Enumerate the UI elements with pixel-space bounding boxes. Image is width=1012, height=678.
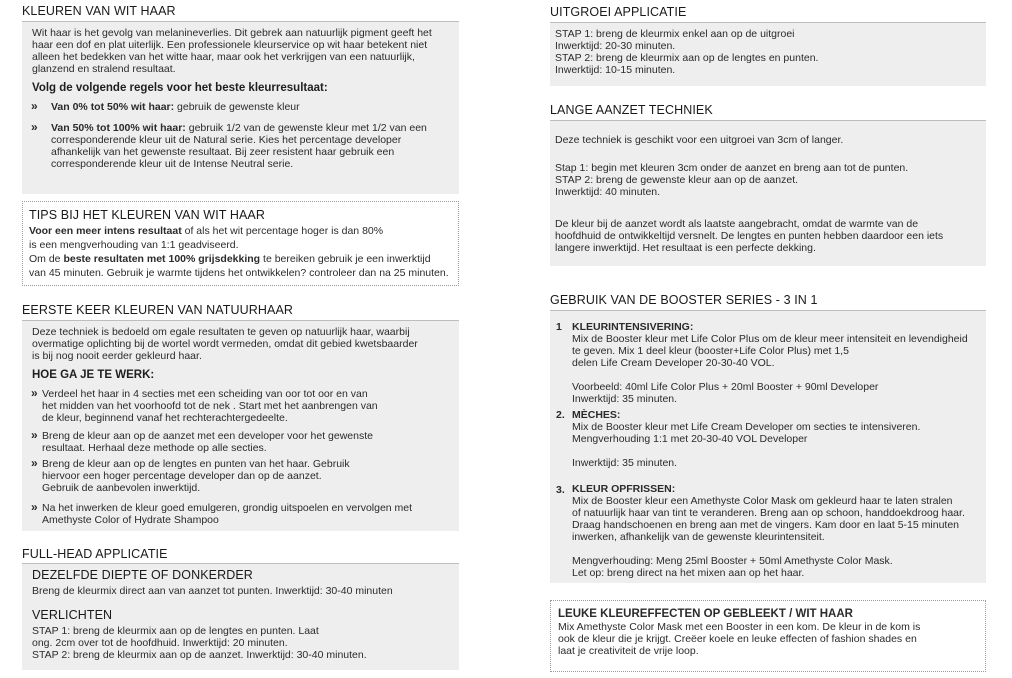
item-title: KLEURINTENSIVERING: bbox=[572, 321, 694, 333]
rule-item-bold: Van 50% tot 100% wit haar: bbox=[51, 122, 186, 134]
rule-item-text: gebruik 1/2 van de gewenste kleur met 1/2 van een corresponderende kleur uit de Natural serie. Kies het percentage developer afhankelijk van het gewenste resultaat. Bij zeer resistent haar gebruik een corresponderende kleur uit de Intense Neutral serie. bbox=[51, 122, 427, 170]
item-extra: Mengverhouding: Meng 25ml Booster + 50ml Amethyste Color Mask. Let op: breng direct na het mixen aan op het haar. bbox=[572, 555, 893, 579]
natuurhaar-intro: Deze techniek is bedoeld om egale resultaten te geven op natuurlijk haar, waarbij overmatige oplichting bij de wortel wordt vermeden, omdat dit gebied kwetsbaarder is bij nog nooit eerder gekleurd haar. bbox=[32, 326, 418, 362]
step-item: Na het inwerken de kleur goed emulgeren, grondig uitspoelen en vervolgen met Amethyste Color of Hydrate Shampoo bbox=[42, 502, 413, 526]
lange-aanzet-p1: Deze techniek is geschikt voor een uitgroei van 3cm of langer. bbox=[555, 134, 844, 146]
step-item: Breng de kleur aan op de lengtes en punten van het haar. Gebruik hiervoor een hoger percentage developer dan op de aanzet. Gebruik de aanbevolen inwerktijd. bbox=[42, 458, 350, 494]
booster-box bbox=[550, 311, 986, 583]
item-number: 1 bbox=[556, 321, 562, 333]
item-extra: Inwerktijd: 35 minuten. bbox=[572, 457, 678, 469]
tips-bold: Voor een meer intens resultaat bbox=[29, 225, 182, 237]
bullet-icon: » bbox=[31, 99, 38, 113]
rules-title: Volg de volgende regels voor het beste kleurresultaat: bbox=[32, 82, 328, 94]
full-head-box bbox=[22, 564, 459, 670]
how-title: HOE GA JE TE WERK: bbox=[32, 369, 155, 381]
section-heading-lange-aanzet: LANGE AANZET TECHNIEK bbox=[550, 103, 713, 117]
step-item: Breng de kleur aan op de aanzet met een developer voor het gewenste resultaat. Herhaal deze methode op alle secties. bbox=[42, 430, 373, 454]
tips-box bbox=[22, 201, 459, 286]
bullet-icon: » bbox=[31, 120, 38, 134]
lange-aanzet-box bbox=[550, 121, 986, 266]
tips-line-2: is een mengverhouding van 1:1 geadviseerd. bbox=[29, 239, 239, 251]
tips-heading: TIPS BIJ HET KLEUREN VAN WIT HAAR bbox=[29, 208, 265, 222]
kleureffecten-text: Mix Amethyste Color Mask met een Booster in een kom. De kleur in de kom is ook de kleur die je krijgt. Creëer koele en leuke effecten of fashion shades en laat je creativiteit de vrije loop. bbox=[558, 621, 921, 657]
tips-line-1 bbox=[29, 225, 383, 237]
uitgroei-box bbox=[550, 23, 986, 86]
tips-bold: beste resultaten met 100% grijsdekking bbox=[63, 253, 261, 265]
rule-item-bold: Van 0% tot 50% wit haar: bbox=[51, 101, 175, 113]
bullet-icon: » bbox=[31, 500, 38, 514]
tips-text: of als het wit percentage hoger is dan 80% bbox=[181, 225, 384, 237]
lange-aanzet-p3: De kleur bij de aanzet wordt als laatste aangebracht, omdat de warmte van de hoofdhuid de ontwikkeltijd versnelt. De lengtes en punten hebben daardoor een iets langere inwerktijd. Het resultaat is een perfecte dekking. bbox=[555, 218, 944, 254]
uitgroei-text: STAP 1: breng de kleurmix enkel aan op de uitgroei Inwerktijd: 20-30 minuten. STAP 2: breng de kleurmix aan op de lengtes en punten. Inwerktijd: 10-15 minuten. bbox=[555, 28, 819, 76]
rule-item-0-50 bbox=[51, 101, 451, 113]
kleureffecten-box bbox=[550, 600, 986, 672]
item-number: 2. bbox=[556, 409, 565, 421]
full-head-text-2: STAP 1: breng de kleurmix aan op de lengtes en punten. Laat ong. 2cm over tot de hoofdhuid. Inwerktijd: 20 minuten. STAP 2: breng de kleurmix aan op de aanzet. Inwerktijd: 30-40 minuten. bbox=[32, 625, 367, 661]
full-head-text-1: Breng de kleurmix direct aan van aanzet tot punten. Inwerktijd: 30-40 minuten bbox=[32, 585, 393, 597]
rule-item-50-100 bbox=[51, 122, 461, 170]
item-text: Mix de Booster kleur een Amethyste Color Mask om gekleurd haar te laten stralen of natuurlijk haar van tint te veranderen. Breng aan op schoon, handdoekdroog haar. Draag handschoenen en breng aan met de vingers. Kam door en laat 5-15 minuten inwerken, afhankelijk van de gewenste kleurintensiteit. bbox=[572, 495, 965, 543]
full-head-sub-2: VERLICHTEN bbox=[32, 608, 113, 622]
kleureffecten-heading: LEUKE KLEUREFFECTEN OP GEBLEEKT / WIT HAAR bbox=[558, 608, 853, 620]
bullet-icon: » bbox=[31, 456, 38, 470]
item-title: KLEUR OPFRISSEN: bbox=[572, 483, 676, 495]
item-number: 3. bbox=[556, 484, 565, 496]
bullet-icon: » bbox=[31, 428, 38, 442]
section-heading-natuurhaar: EERSTE KEER KLEUREN VAN NATUURHAAR bbox=[22, 303, 294, 317]
bullet-icon: » bbox=[31, 386, 38, 400]
full-head-sub-1: DEZELFDE DIEPTE OF DONKERDER bbox=[32, 568, 253, 582]
section-heading-uitgroei: UITGROEI APPLICATIE bbox=[550, 5, 687, 19]
section-heading-booster: GEBRUIK VAN DE BOOSTER SERIES - 3 IN 1 bbox=[550, 293, 818, 307]
item-extra: Voorbeeld: 40ml Life Color Plus + 20ml Booster + 90ml Developer Inwerktijd: 35 minuten. bbox=[572, 381, 879, 405]
tips-text: te bereiken gebruik je een inwerktijd bbox=[260, 253, 431, 265]
step-item: Verdeel het haar in 4 secties met een scheiding van oor tot oor en van het midden van het voorhoofd tot de nek . Start met het aanbrengen van de kleur, beginnend vanaf het rechterachtergedeelte. bbox=[42, 388, 378, 424]
rule-item-text: gebruik de gewenste kleur bbox=[174, 101, 300, 113]
tips-text: Om de bbox=[29, 253, 64, 265]
lange-aanzet-p2: Stap 1: begin met kleuren 3cm onder de aanzet en breng aan tot de punten. STAP 2: breng de gewenste kleur aan op de aanzet. Inwerktijd: 40 minuten. bbox=[555, 162, 909, 198]
section-heading-wit-haar: KLEUREN VAN WIT HAAR bbox=[22, 4, 176, 18]
natuurhaar-box bbox=[22, 321, 459, 531]
item-text: Mix de Booster kleur met Life Color Plus om de kleur meer intensiteit en levendigheid te geven. Mix 1 deel kleur (booster+Life Color Plus) met 1,5 delen Life Cream Developer 20-30-40 VOL. bbox=[572, 333, 968, 369]
wit-haar-box bbox=[22, 22, 459, 194]
wit-haar-intro: Wit haar is het gevolg van melanineverlies. Dit gebrek aan natuurlijk pigment geeft het haar een dof en plat uiterlijk. Een professionele kleurservice op wit haar betekent niet alleen het bedekken van het witte haar, maar ook het verkrijgen van een natuurlijk, glanzend en stralend resultaat. bbox=[32, 27, 432, 75]
section-heading-full-head: FULL-HEAD APPLICATIE bbox=[22, 547, 168, 561]
item-title: MÈCHES: bbox=[572, 409, 621, 421]
item-text: Mix de Booster kleur met Life Cream Developer om secties te intensiveren. Mengverhouding 1:1 met 20-30-40 VOL Developer bbox=[572, 421, 921, 445]
tips-line-4: van 45 minuten. Gebruik je warmte tijdens het ontwikkelen? controleer dan na 25 minuten. bbox=[29, 267, 449, 279]
tips-line-3 bbox=[29, 253, 431, 265]
